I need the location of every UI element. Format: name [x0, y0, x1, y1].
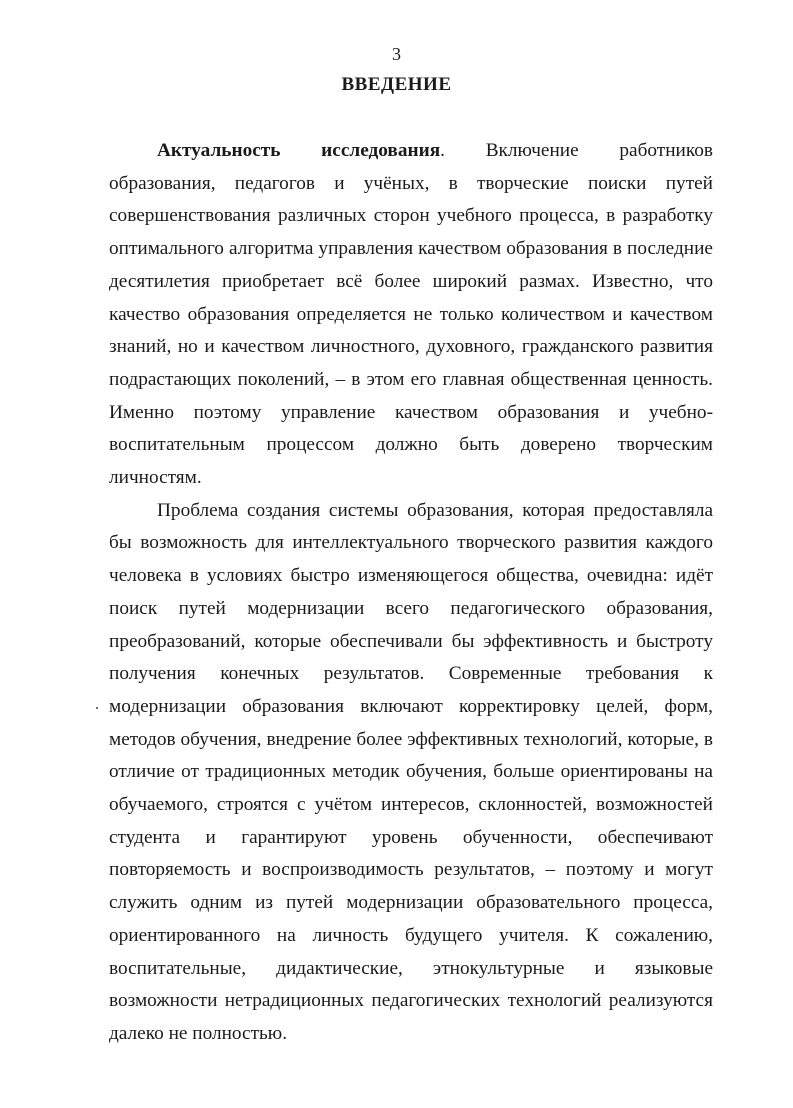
section-heading: ВВЕДЕНИЕ	[341, 74, 452, 95]
paragraph-text: Проблема создания системы образования, которая предоставляла бы возможность для интеллектуального творческого развития каждого человека в условиях быстро изменяющегося общества, очевидна: идёт поиск путей модернизации всего педагогического образования, преобразований, которые обеспечивали бы эффективность и быстроту получения конечных результатов. Современные требования к модернизации образования включают корректировку целей, форм, методов обучения, внедрение более эффективных технологий, которые, в отличие от традиционных методик обучения, больше ориентированы на обучаемого, строятся с учётом интересов, склонностей, возможностей студента и гарантируют уровень обученности, обеспечивают повторяемость и воспроизводимость результатов, – поэтому и могут служить одним из путей модернизации образовательного процесса, ориентированного на личность будущего учителя. К сожалению, воспитательные, дидактические, этнокультурные и языковые возможности нетрадиционных педагогических технологий реализуются далеко не полностью.	[109, 499, 713, 1044]
paragraph-text: . Включение работников образования, педагогов и учёных, в творческие поиски путей совершенствования различных сторон учебного процесса, в разработку оптимального алгоритма управления качеством образования в последние десятилетия приобретает всё более широкий размах. Известно, что качество образования определяется не только количеством и качеством знаний, но и качеством личностного, духовного, гражданского развития подрастающих поколений, – в этом его главная общественная ценность. Именно поэтому управление качеством образования и учебно-воспитательным процессом должно быть доверено творческим личностям.	[109, 140, 713, 489]
body-text	[109, 135, 713, 1051]
page-number: 3	[392, 44, 401, 64]
paragraph-problem	[109, 495, 713, 1051]
paragraph-relevance	[109, 135, 713, 495]
paragraph-lead: Актуальность исследования	[157, 140, 441, 161]
scan-speck	[96, 707, 98, 709]
